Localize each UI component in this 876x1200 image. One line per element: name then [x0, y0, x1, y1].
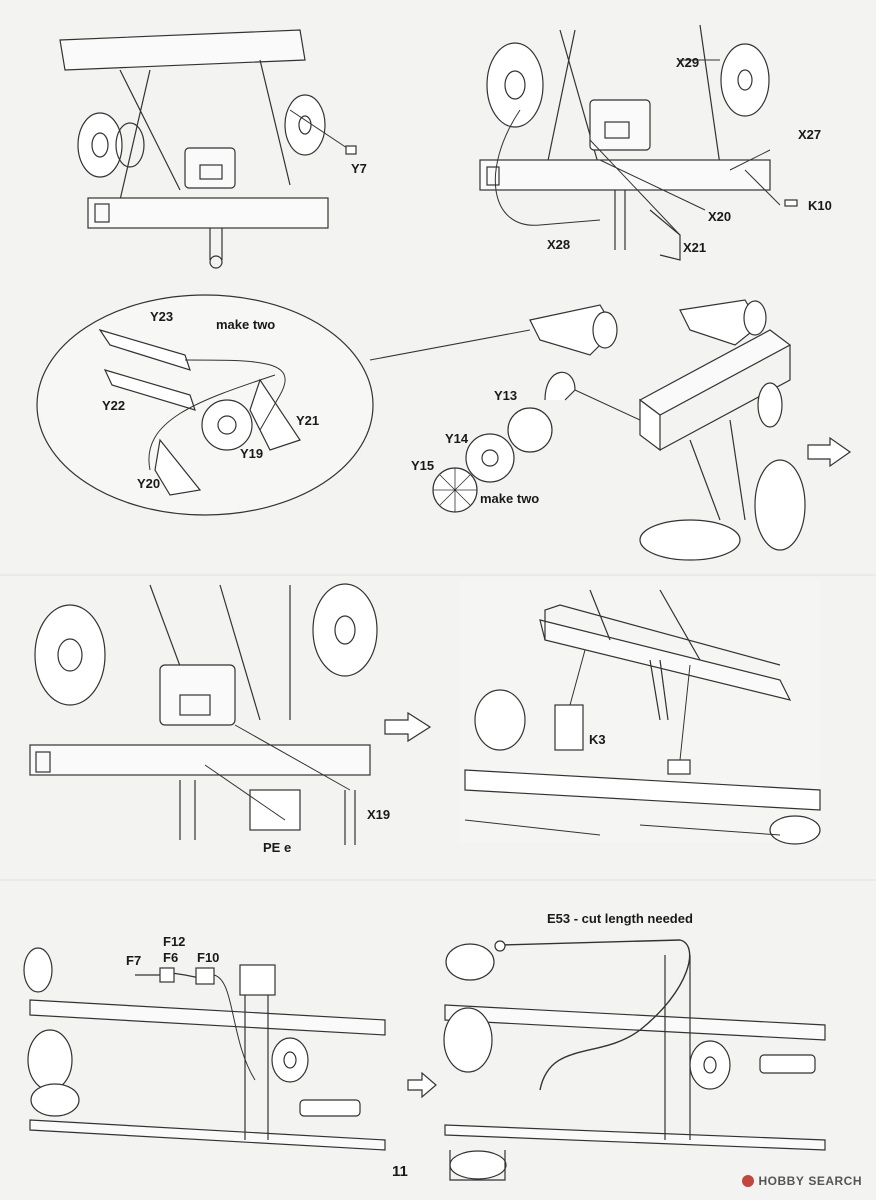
- step7-drawing: [444, 940, 825, 1180]
- part-label-pe-e: PE e: [263, 840, 292, 855]
- note-make-two: make two: [480, 491, 540, 506]
- part-label-k3: K3: [589, 732, 606, 747]
- step4-drawing: [30, 584, 430, 845]
- step2-drawing: [480, 25, 797, 260]
- step3-drawing: [37, 295, 850, 560]
- step6-drawing: [24, 948, 436, 1150]
- step5-drawing: [460, 580, 820, 844]
- watermark-logo-text: HOBBY: [758, 1174, 805, 1188]
- part-label-f6: F6: [163, 950, 179, 965]
- hobbysearch-logo-icon: [742, 1175, 754, 1187]
- part-label-x19: X19: [367, 807, 391, 822]
- note-e53-cut-length: E53 - cut length needed: [547, 911, 693, 926]
- page-number: 11: [392, 1163, 408, 1180]
- part-label-f10: F10: [197, 950, 220, 965]
- part-label-f12: F12: [163, 934, 186, 949]
- part-label-y13: Y13: [494, 388, 518, 403]
- inset-note-make-two: make two: [216, 317, 276, 332]
- part-label-y22: Y22: [102, 398, 126, 413]
- part-label-k10: K10: [808, 198, 832, 213]
- part-label-x28: X28: [547, 237, 571, 252]
- part-label-y23: Y23: [150, 309, 174, 324]
- part-label-x29: X29: [676, 55, 700, 70]
- part-label-y15: Y15: [411, 458, 435, 473]
- part-label-x27: X27: [798, 127, 822, 142]
- watermark-search-text: SEARCH: [808, 1174, 862, 1188]
- part-label-x20: X20: [708, 209, 732, 224]
- part-label-y19: Y19: [240, 446, 264, 461]
- watermark: [742, 1174, 862, 1188]
- part-label-y20: Y20: [137, 476, 161, 491]
- part-label-x21: X21: [683, 240, 707, 255]
- part-label-y14: Y14: [445, 431, 469, 446]
- part-label-f7: F7: [126, 953, 142, 968]
- part-label-y21: Y21: [296, 413, 320, 428]
- step1-drawing: [60, 30, 356, 268]
- part-label-y7: Y7: [351, 161, 367, 176]
